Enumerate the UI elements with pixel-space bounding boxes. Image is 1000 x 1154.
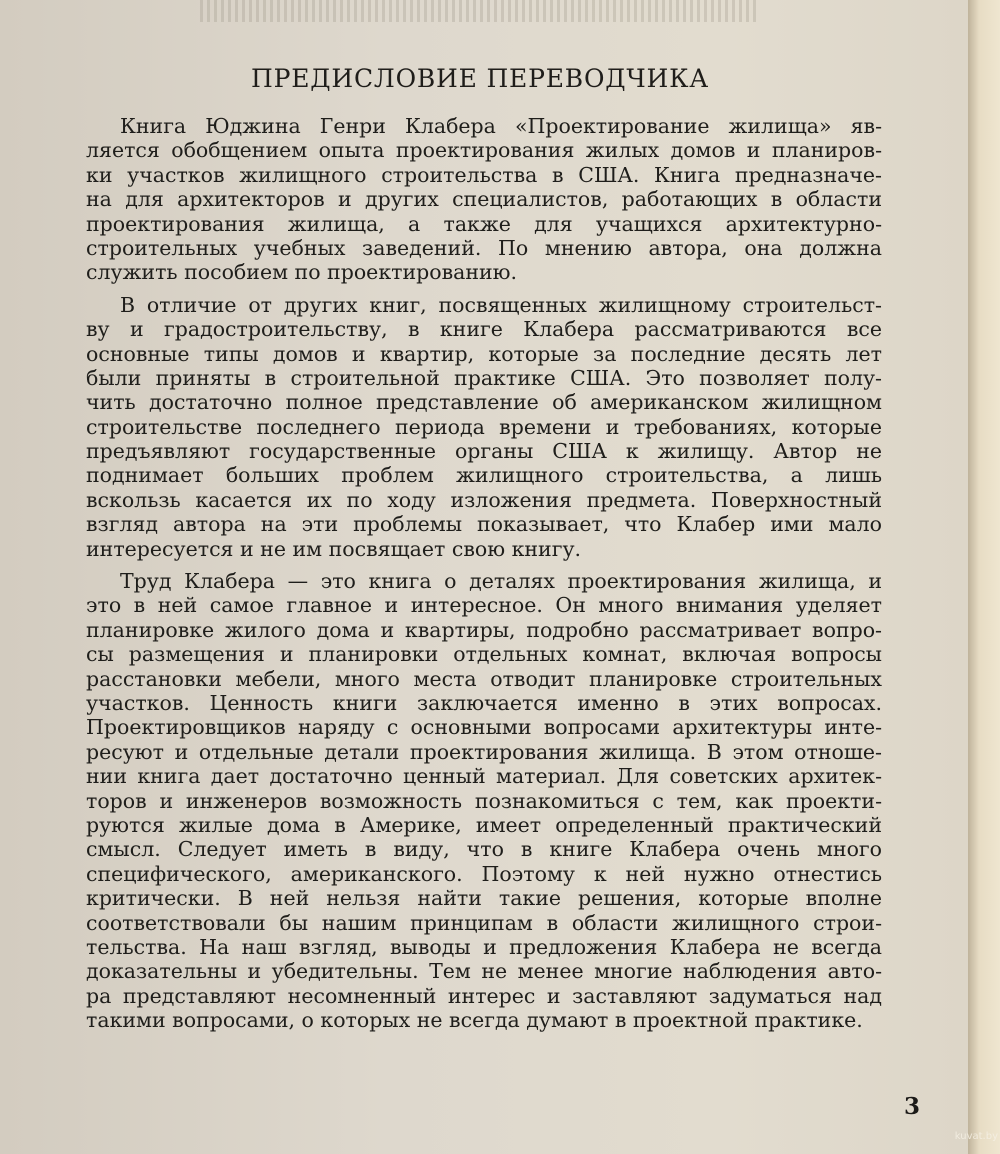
paragraph xyxy=(86,114,882,285)
text-line: смысл. Следует иметь в виду, что в книге Клабера очень много xyxy=(86,837,882,862)
page-number: 3 xyxy=(903,1093,920,1120)
text-line: строительстве последнего периода времени и требованиях, которые xyxy=(86,414,882,439)
text-line: сы размещения и планировки отдельных комнат, включая вопросы xyxy=(86,642,882,667)
text-line: планировке жилого дома и квартиры, подробно рассматривает вопро- xyxy=(86,617,882,642)
text-line: доказательны и убедительны. Тем не менее многие наблюдения авто- xyxy=(86,959,882,984)
text-line: тельства. На наш взгляд, выводы и предложения Клабера не всегда xyxy=(86,934,882,959)
text-line: Проектировщиков наряду с основными вопросами архитектуры инте- xyxy=(86,715,882,740)
page-edge xyxy=(968,0,1000,1154)
text-line: Труд Клабера — это книга о деталях проектирования жилища, и xyxy=(120,569,882,594)
text-line: В отличие от других книг, посвященных жилищному строительст- xyxy=(120,292,882,317)
text-line: проектирования жилища, а также для учащихся архитектурно- xyxy=(86,211,882,236)
text-line: ки участков жилищного строительства в США. Книга предназначе- xyxy=(86,162,882,187)
text-line: вскользь касается их по ходу изложения предмета. Поверхностный xyxy=(86,487,882,512)
paragraph xyxy=(86,569,882,1032)
text-line: чить достаточно полное представление об американском жилищном xyxy=(86,390,882,415)
text-line: были приняты в строительной практике США. Это позволяет полу- xyxy=(86,365,882,390)
text-line: ву и градостроительству, в книге Клабера рассматриваются все xyxy=(86,317,882,342)
page-title: ПРЕДИСЛОВИЕ ПЕРЕВОДЧИКА xyxy=(251,64,709,93)
text-line: соответствовали бы нашим принципам в области жилищного строи- xyxy=(86,910,882,935)
text-line: поднимает больших проблем жилищного строительства, а лишь xyxy=(86,463,882,488)
text-line: служить пособием по проектированию. xyxy=(86,260,518,285)
text-line: торов и инженеров возможность познакомиться с тем, как проекти- xyxy=(86,788,882,813)
text-line: нии книга дает достаточно ценный материал. Для советских архитек- xyxy=(86,764,882,789)
text-line: ляется обобщением опыта проектирования жилых домов и планиров- xyxy=(86,138,882,163)
watermark: kuvat.by xyxy=(954,1131,998,1142)
paragraph xyxy=(86,293,882,561)
text-line: это в ней самое главное и интересное. Он много внимания уделяет xyxy=(86,593,882,618)
text-line: взгляд автора на эти проблемы показывает, что Клабер ими мало xyxy=(86,512,882,537)
text-line: строительных учебных заведений. По мнению автора, она должна xyxy=(86,235,882,260)
text-line: специфического, американского. Поэтому к ней нужно отнестись xyxy=(86,861,882,886)
text-line: интересуется и не им посвящает свою книгу. xyxy=(86,536,582,561)
text-line: основные типы домов и квартир, которые за последние десять лет xyxy=(86,341,882,366)
show-through-text xyxy=(200,0,760,22)
text-line: руются жилые дома в Америке, имеет определенный практический xyxy=(86,812,882,837)
text-line: Книга Юджина Генри Клабера «Проектирование жилища» яв- xyxy=(120,114,882,138)
text-line: на для архитекторов и других специалистов, работающих в области xyxy=(86,187,882,212)
text-line: предъявляют государственные органы США к жилищу. Автор не xyxy=(86,439,882,464)
text-line: расстановки мебели, много места отводит планировке строительных xyxy=(86,666,882,691)
text-line: критически. В ней нельзя найти такие решения, которые вполне xyxy=(86,886,882,911)
text-line: участков. Ценность книги заключается именно в этих вопросах. xyxy=(86,690,882,715)
text-line: ресуют и отдельные детали проектирования жилища. В этом отноше- xyxy=(86,739,882,764)
body-text xyxy=(86,114,882,1040)
text-line: такими вопросами, о которых не всегда думают в проектной практике. xyxy=(86,1008,863,1033)
text-line: ра представляют несомненный интерес и заставляют задуматься над xyxy=(86,983,882,1008)
